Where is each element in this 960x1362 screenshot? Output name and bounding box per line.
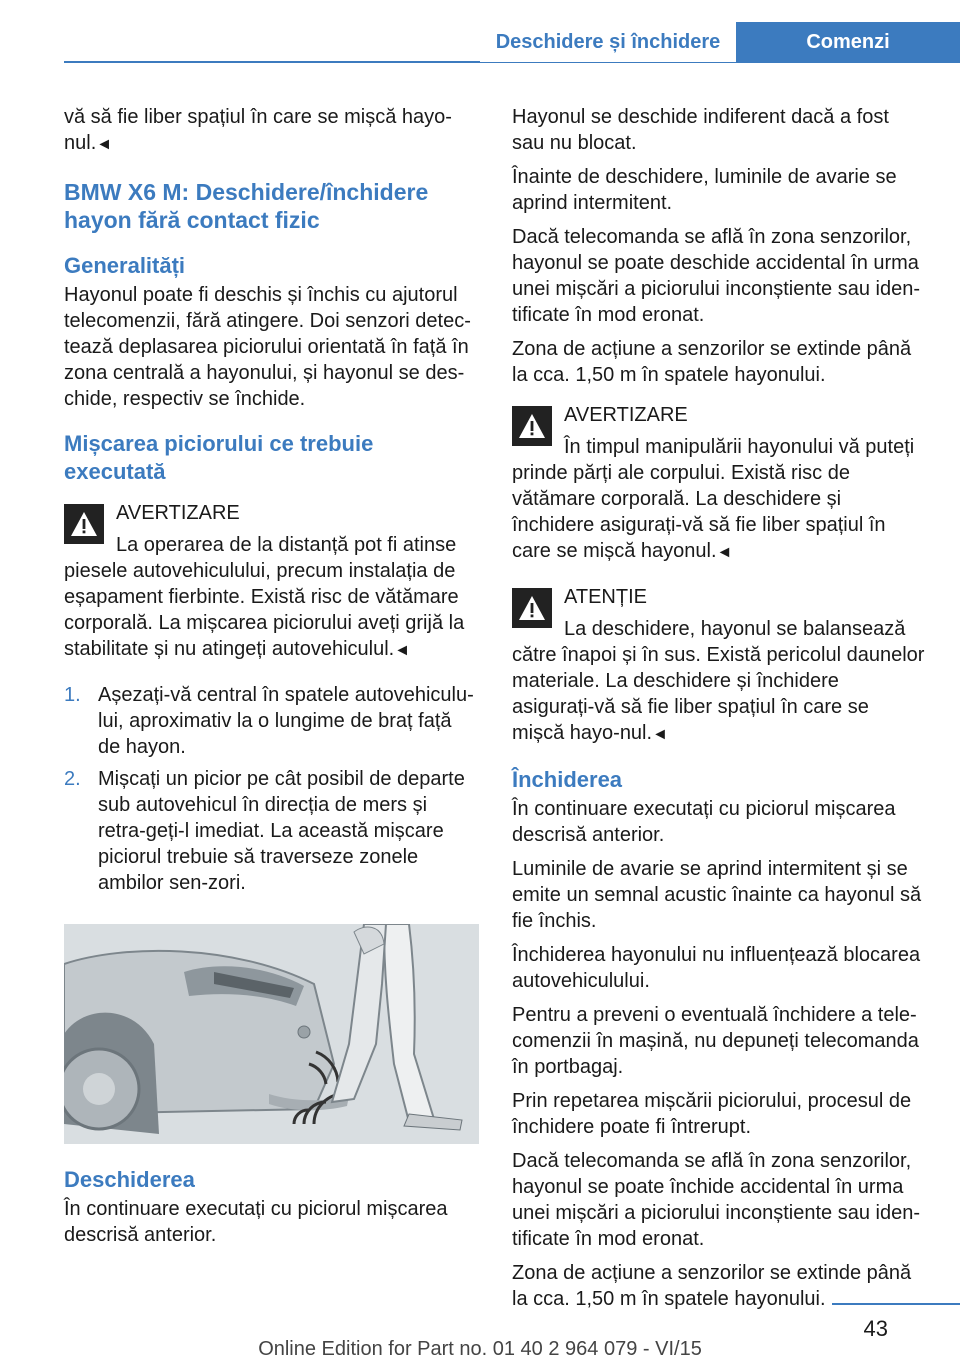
paragraph: Zona de acțiune a senzorilor se extinde până la cca. 1,50 m în spatele hayonului. <box>512 1262 912 1310</box>
warning-text: În timpul manipulării hayonului vă puteți prinde părți ale corpului. Există risc de vătămare corporală. La deschidere și închidere asigurați-vă să fie liber spațiul în care se mișcă hayonul. <box>512 436 915 562</box>
general-paragraph: Hayonul poate fi deschis și închis cu ajutorul telecomenzii, fără atingere. Doi senzori detec‐tează deplasarea piciorului orientată în față în zona centrală a hayonului, și hayonul se des‐chide, respectiv se închide. <box>64 284 471 410</box>
paragraph: Zona de acțiune a senzorilor se extinde până la cca. 1,50 m în spatele hayonului. <box>512 338 912 386</box>
warning-text: La operarea de la distanță pot fi atinse piesele autovehiculului, precum instalația de eșapament fierbinte. Există risc de vătămare corporală. La mișcarea piciorului aveți grijă la stabilitate și nu atingeți autovehiculul. <box>64 534 465 660</box>
header-section-title: Deschidere și închidere <box>480 22 736 62</box>
step-number: 1. <box>64 684 81 706</box>
paragraph: Dacă telecomanda se află în zona senzorilor, hayonul se poate închide accidental în urma unei mișcări a piciorului inconștiente sau iden‐tificate în mod eronat. <box>512 1150 920 1250</box>
warning-title: AVERTIZARE <box>116 502 240 524</box>
warning-title: AVERTIZARE <box>564 404 688 426</box>
paragraph: Pentru a preveni o eventuală închidere a tele‐comenzii în mașină, nu depuneți telecomanda în portbagaj. <box>512 1004 919 1078</box>
section-heading: BMW X6 M: Deschidere/închidere hayon fără contact fizic <box>64 179 429 233</box>
warning-block <box>64 500 479 664</box>
continued-text: vă să fie liber spațiul în care se mișcă hayo‐nul. <box>64 106 452 154</box>
end-mark: ◄ <box>96 136 113 153</box>
subheading-foot-movement: Mișcarea piciorului ce trebuie executată <box>64 431 374 484</box>
right-column <box>512 104 926 1320</box>
caution-block <box>512 584 926 748</box>
opening-paragraph: În continuare executați cu piciorul mișcarea descrisă anterior. <box>64 1198 448 1246</box>
warning-triangle-icon <box>64 504 104 544</box>
footer-rule <box>832 1303 960 1305</box>
page-number: 43 <box>863 1316 888 1341</box>
paragraph: Închiderea hayonului nu influențează blocarea autovehiculului. <box>512 944 921 992</box>
paragraph: Luminile de avarie se aprind intermitent și se emite un semnal acustic înainte ca hayonul să fie închis. <box>512 858 922 932</box>
end-mark: ◄ <box>394 642 411 659</box>
warning-block <box>512 402 926 566</box>
end-mark: ◄ <box>652 726 668 743</box>
paragraph: Dacă telecomanda se află în zona senzorilor, hayonul se poate deschide accidental în urma unei mișcări a piciorului inconștiente sau iden‐tificate în mod eronat. <box>512 226 920 326</box>
paragraph: Prin repetarea mișcării piciorului, procesul de închidere poate fi întrerupt. <box>512 1090 912 1138</box>
step-text: Mișcați un picior pe cât posibil de departe sub autovehicul în direcția de mers și retra‐geți-l imediat. La această mișcare piciorul trebuie să traverseze zonele ambilor sen‐zori. <box>98 768 465 894</box>
left-column <box>64 104 479 1256</box>
warning-triangle-icon <box>512 406 552 446</box>
subheading-opening: Deschiderea <box>64 1167 195 1192</box>
caution-title: ATENȚIE <box>564 586 647 608</box>
list-item <box>64 682 479 760</box>
subheading-closing: Închiderea <box>512 767 623 792</box>
end-mark: ◄ <box>716 544 733 561</box>
paragraph: În continuare executați cu piciorul mișcarea descrisă anterior. <box>512 798 896 846</box>
caution-text: La deschidere, hayonul se balansează către înapoi și în sus. Există pericolul daunelor materiale. La deschidere și închidere asigurați-vă să fie liber spațiul în care se mișcă hayo‐nul. <box>512 618 925 744</box>
list-item <box>64 766 479 896</box>
continued-paragraph <box>64 104 479 158</box>
paragraph: Înainte de deschidere, luminile de avarie se aprind intermitent. <box>512 166 897 214</box>
steps-list <box>64 682 479 896</box>
tailgate-foot-gesture-illustration <box>64 924 479 1144</box>
step-text: Așezați-vă central în spatele autovehiculu‐lui, aproximativ la o lungime de braț față de hayon. <box>98 684 474 758</box>
subheading-general: Generalități <box>64 253 186 278</box>
header-chapter-tab: Comenzi <box>736 22 960 62</box>
edition-footer: Online Edition for Part no. 01 40 2 964 079 - VI/15 <box>258 1338 702 1360</box>
step-number: 2. <box>64 768 81 790</box>
paragraph: Hayonul se deschide indiferent dacă a fost sau nu blocat. <box>512 106 889 154</box>
warning-triangle-icon <box>512 588 552 628</box>
